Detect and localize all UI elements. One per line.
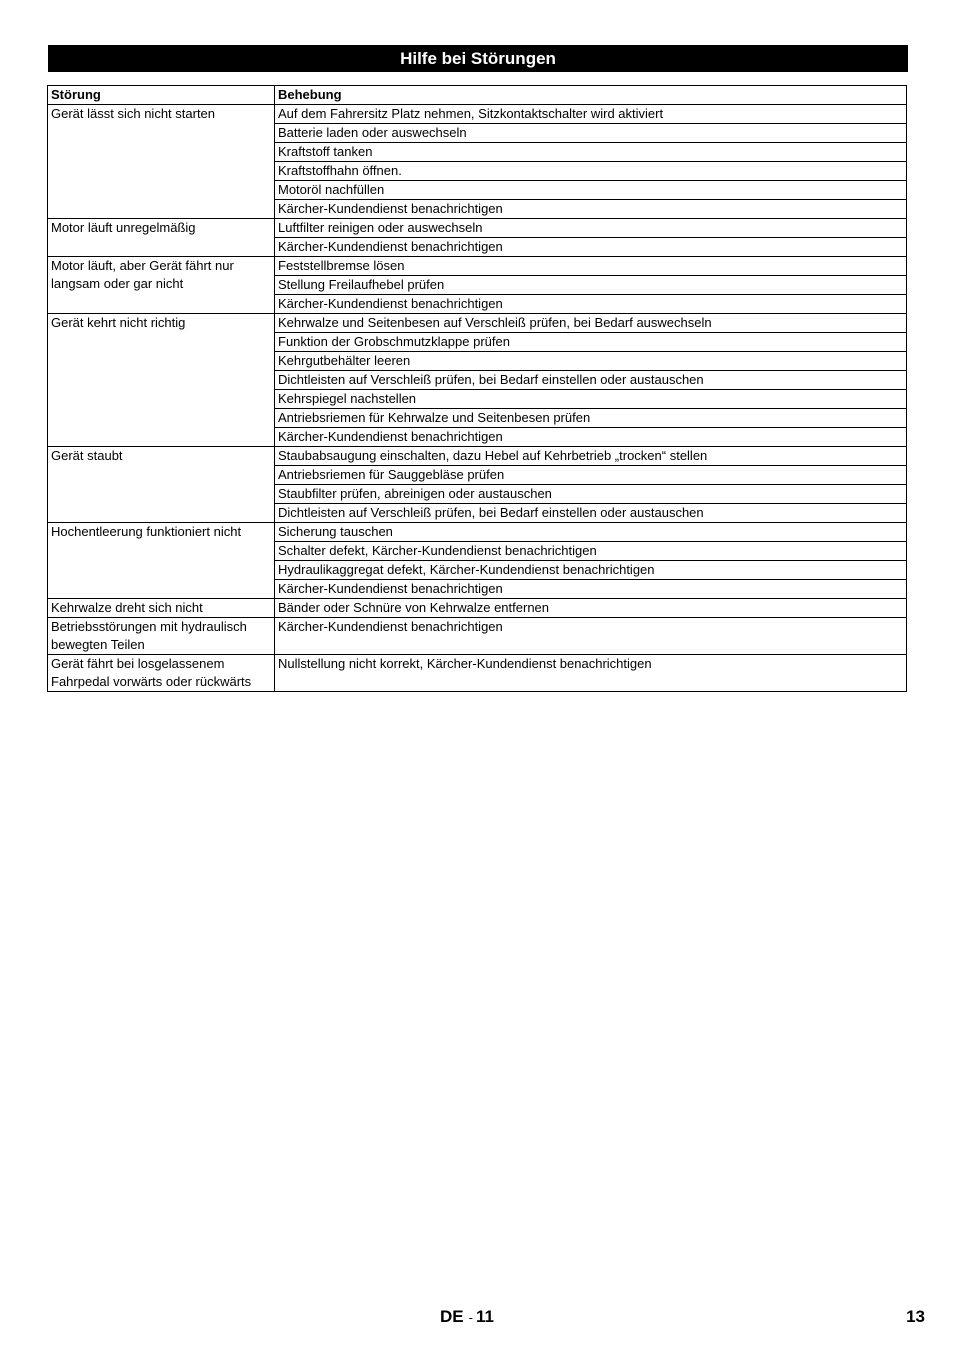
remedy-cell: Antriebsriemen für Sauggebläse prüfen: [275, 466, 907, 485]
page-title: Hilfe bei Störungen: [48, 45, 908, 72]
remedy-cell: Sicherung tauschen: [275, 523, 907, 542]
table-row: [48, 314, 907, 333]
remedy-cell: Bänder oder Schnüre von Kehrwalze entfernen: [275, 599, 907, 618]
remedy-cell: Luftfilter reinigen oder auswechseln: [275, 219, 907, 238]
problem-cell: Gerät lässt sich nicht starten: [48, 105, 275, 219]
page-number: 13: [906, 1307, 925, 1326]
remedy-cell: Kehrwalze und Seitenbesen auf Verschleiß prüfen, bei Bedarf auswechseln: [275, 314, 907, 333]
remedy-cell: Auf dem Fahrersitz Platz nehmen, Sitzkontaktschalter wird aktiviert: [275, 105, 907, 124]
remedy-cell: Kärcher-Kundendienst benachrichtigen: [275, 428, 907, 447]
problem-cell: Kehrwalze dreht sich nicht: [48, 599, 275, 618]
table-row: [48, 655, 907, 692]
troubleshooting-table: [47, 85, 907, 692]
remedy-cell: Funktion der Grobschmutzklappe prüfen: [275, 333, 907, 352]
problem-cell: Motor läuft unregelmäßig: [48, 219, 275, 257]
problem-cell: Gerät fährt bei losgelassenem Fahrpedal vorwärts oder rückwärts: [48, 655, 275, 692]
remedy-cell: Kehrspiegel nachstellen: [275, 390, 907, 409]
remedy-cell: Kehrgutbehälter leeren: [275, 352, 907, 371]
problem-cell: Betriebsstörungen mit hydraulisch bewegten Teilen: [48, 618, 275, 655]
remedy-cell: Staubfilter prüfen, abreinigen oder austauschen: [275, 485, 907, 504]
remedy-cell: Feststellbremse lösen: [275, 257, 907, 276]
remedy-cell: Batterie laden oder auswechseln: [275, 124, 907, 143]
remedy-cell: Kärcher-Kundendienst benachrichtigen: [275, 295, 907, 314]
footer-section-label: [440, 1307, 494, 1327]
footer-section-page: 11: [475, 1307, 494, 1326]
table-row: [48, 447, 907, 466]
remedy-cell: Kärcher-Kundendienst benachrichtigen: [275, 238, 907, 257]
table-row: [48, 219, 907, 238]
remedy-cell: Schalter defekt, Kärcher-Kundendienst benachrichtigen: [275, 542, 907, 561]
remedy-cell: Kärcher-Kundendienst benachrichtigen: [275, 618, 907, 655]
remedy-cell: Nullstellung nicht korrekt, Kärcher-Kundendienst benachrichtigen: [275, 655, 907, 692]
problem-cell: Gerät staubt: [48, 447, 275, 523]
table-row: [48, 618, 907, 655]
remedy-cell: Motoröl nachfüllen: [275, 181, 907, 200]
remedy-cell: Antriebsriemen für Kehrwalze und Seitenbesen prüfen: [275, 409, 907, 428]
problem-cell: Gerät kehrt nicht richtig: [48, 314, 275, 447]
remedy-cell: Dichtleisten auf Verschleiß prüfen, bei Bedarf einstellen oder austauschen: [275, 504, 907, 523]
footer-dash: -: [468, 1310, 473, 1325]
remedy-cell: Kärcher-Kundendienst benachrichtigen: [275, 580, 907, 599]
footer-lang: DE: [440, 1307, 464, 1326]
header-stoerung: Störung: [48, 86, 275, 105]
table-row: [48, 599, 907, 618]
remedy-cell: Kraftstoff tanken: [275, 143, 907, 162]
remedy-cell: Kärcher-Kundendienst benachrichtigen: [275, 200, 907, 219]
problem-cell: Hochentleerung funktioniert nicht: [48, 523, 275, 599]
remedy-cell: Stellung Freilaufhebel prüfen: [275, 276, 907, 295]
remedy-cell: Kraftstoffhahn öffnen.: [275, 162, 907, 181]
table-body: [48, 105, 907, 692]
header-behebung: Behebung: [275, 86, 907, 105]
remedy-cell: Dichtleisten auf Verschleiß prüfen, bei Bedarf einstellen oder austauschen: [275, 371, 907, 390]
table-row: [48, 257, 907, 276]
table-row: [48, 105, 907, 124]
remedy-cell: Hydraulikaggregat defekt, Kärcher-Kundendienst benachrichtigen: [275, 561, 907, 580]
problem-cell: Motor läuft, aber Gerät fährt nur langsam oder gar nicht: [48, 257, 275, 314]
remedy-cell: Staubabsaugung einschalten, dazu Hebel auf Kehrbetrieb „trocken“ stellen: [275, 447, 907, 466]
table-header-row: [48, 86, 907, 105]
table-row: [48, 523, 907, 542]
